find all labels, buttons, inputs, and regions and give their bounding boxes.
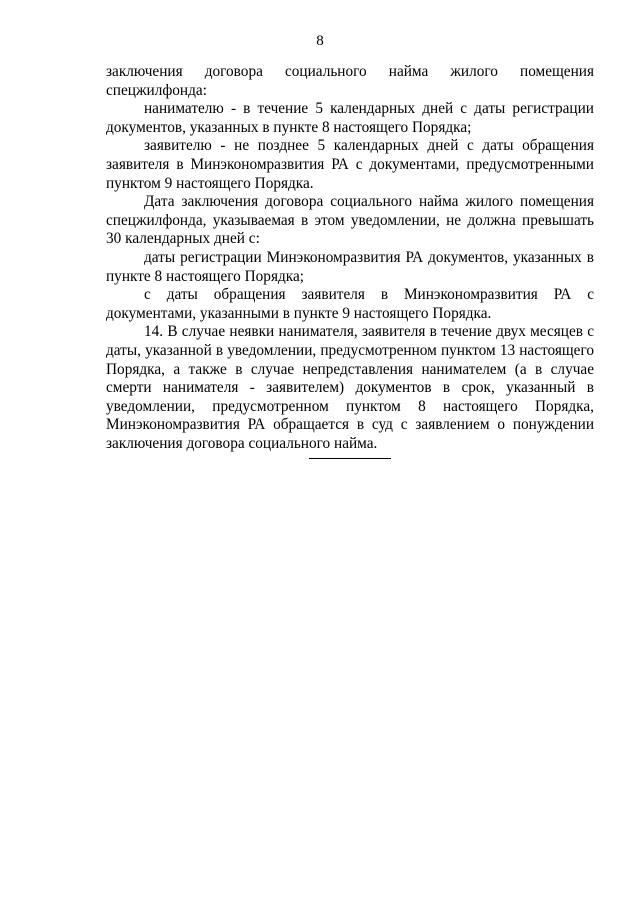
end-separator-line [309,458,391,459]
page-number: 8 [316,33,324,49]
paragraph-registration-date: даты регистрации Минэкономразвития РА документов, указанных в пункте 8 настоящего Порядка; [106,248,594,285]
paragraph-contract-conclusion: заключения договора социального найма жилого помещения спецжилфонда: [106,63,594,99]
paragraph-applicant-notice: заявителю - не позднее 5 календарных дней с даты обращения заявителя в Минэкономразвития РА с документами, предусмотренными пунктом 9 настоящего Порядка. [106,137,594,192]
document-body [106,63,594,453]
paragraph-clause-14: 14. В случае неявки нанимателя, заявителя в течение двух месяцев с даты, указанной в уведомлении, предусмотренном пунктом 13 настоящего Порядка, а также в случае непредставления нанимателем (а в случае смерти нанимателя - заявителем) документов в срок, указанный в уведомлении, предусмотренном пунктом 8 настоящего Порядка, Минэкономразвития РА обращается в суд с заявлением о понуждении заключения договора социального найма. [106,323,594,452]
paragraph-contract-date: Дата заключения договора социального найма жилого помещения спецжилфонда, указываемая в этом уведомлении, не должна превышать 30 календарных дней с: [106,193,594,248]
paragraph-tenant-notice: нанимателю - в течение 5 календарных дней с даты регистрации документов, указанных в пункте 8 настоящего Порядка; [106,100,594,136]
paragraph-application-date: с даты обращения заявителя в Минэкономразвития РА с документами, указанными в пункте 9 настоящего Порядка. [106,286,594,322]
